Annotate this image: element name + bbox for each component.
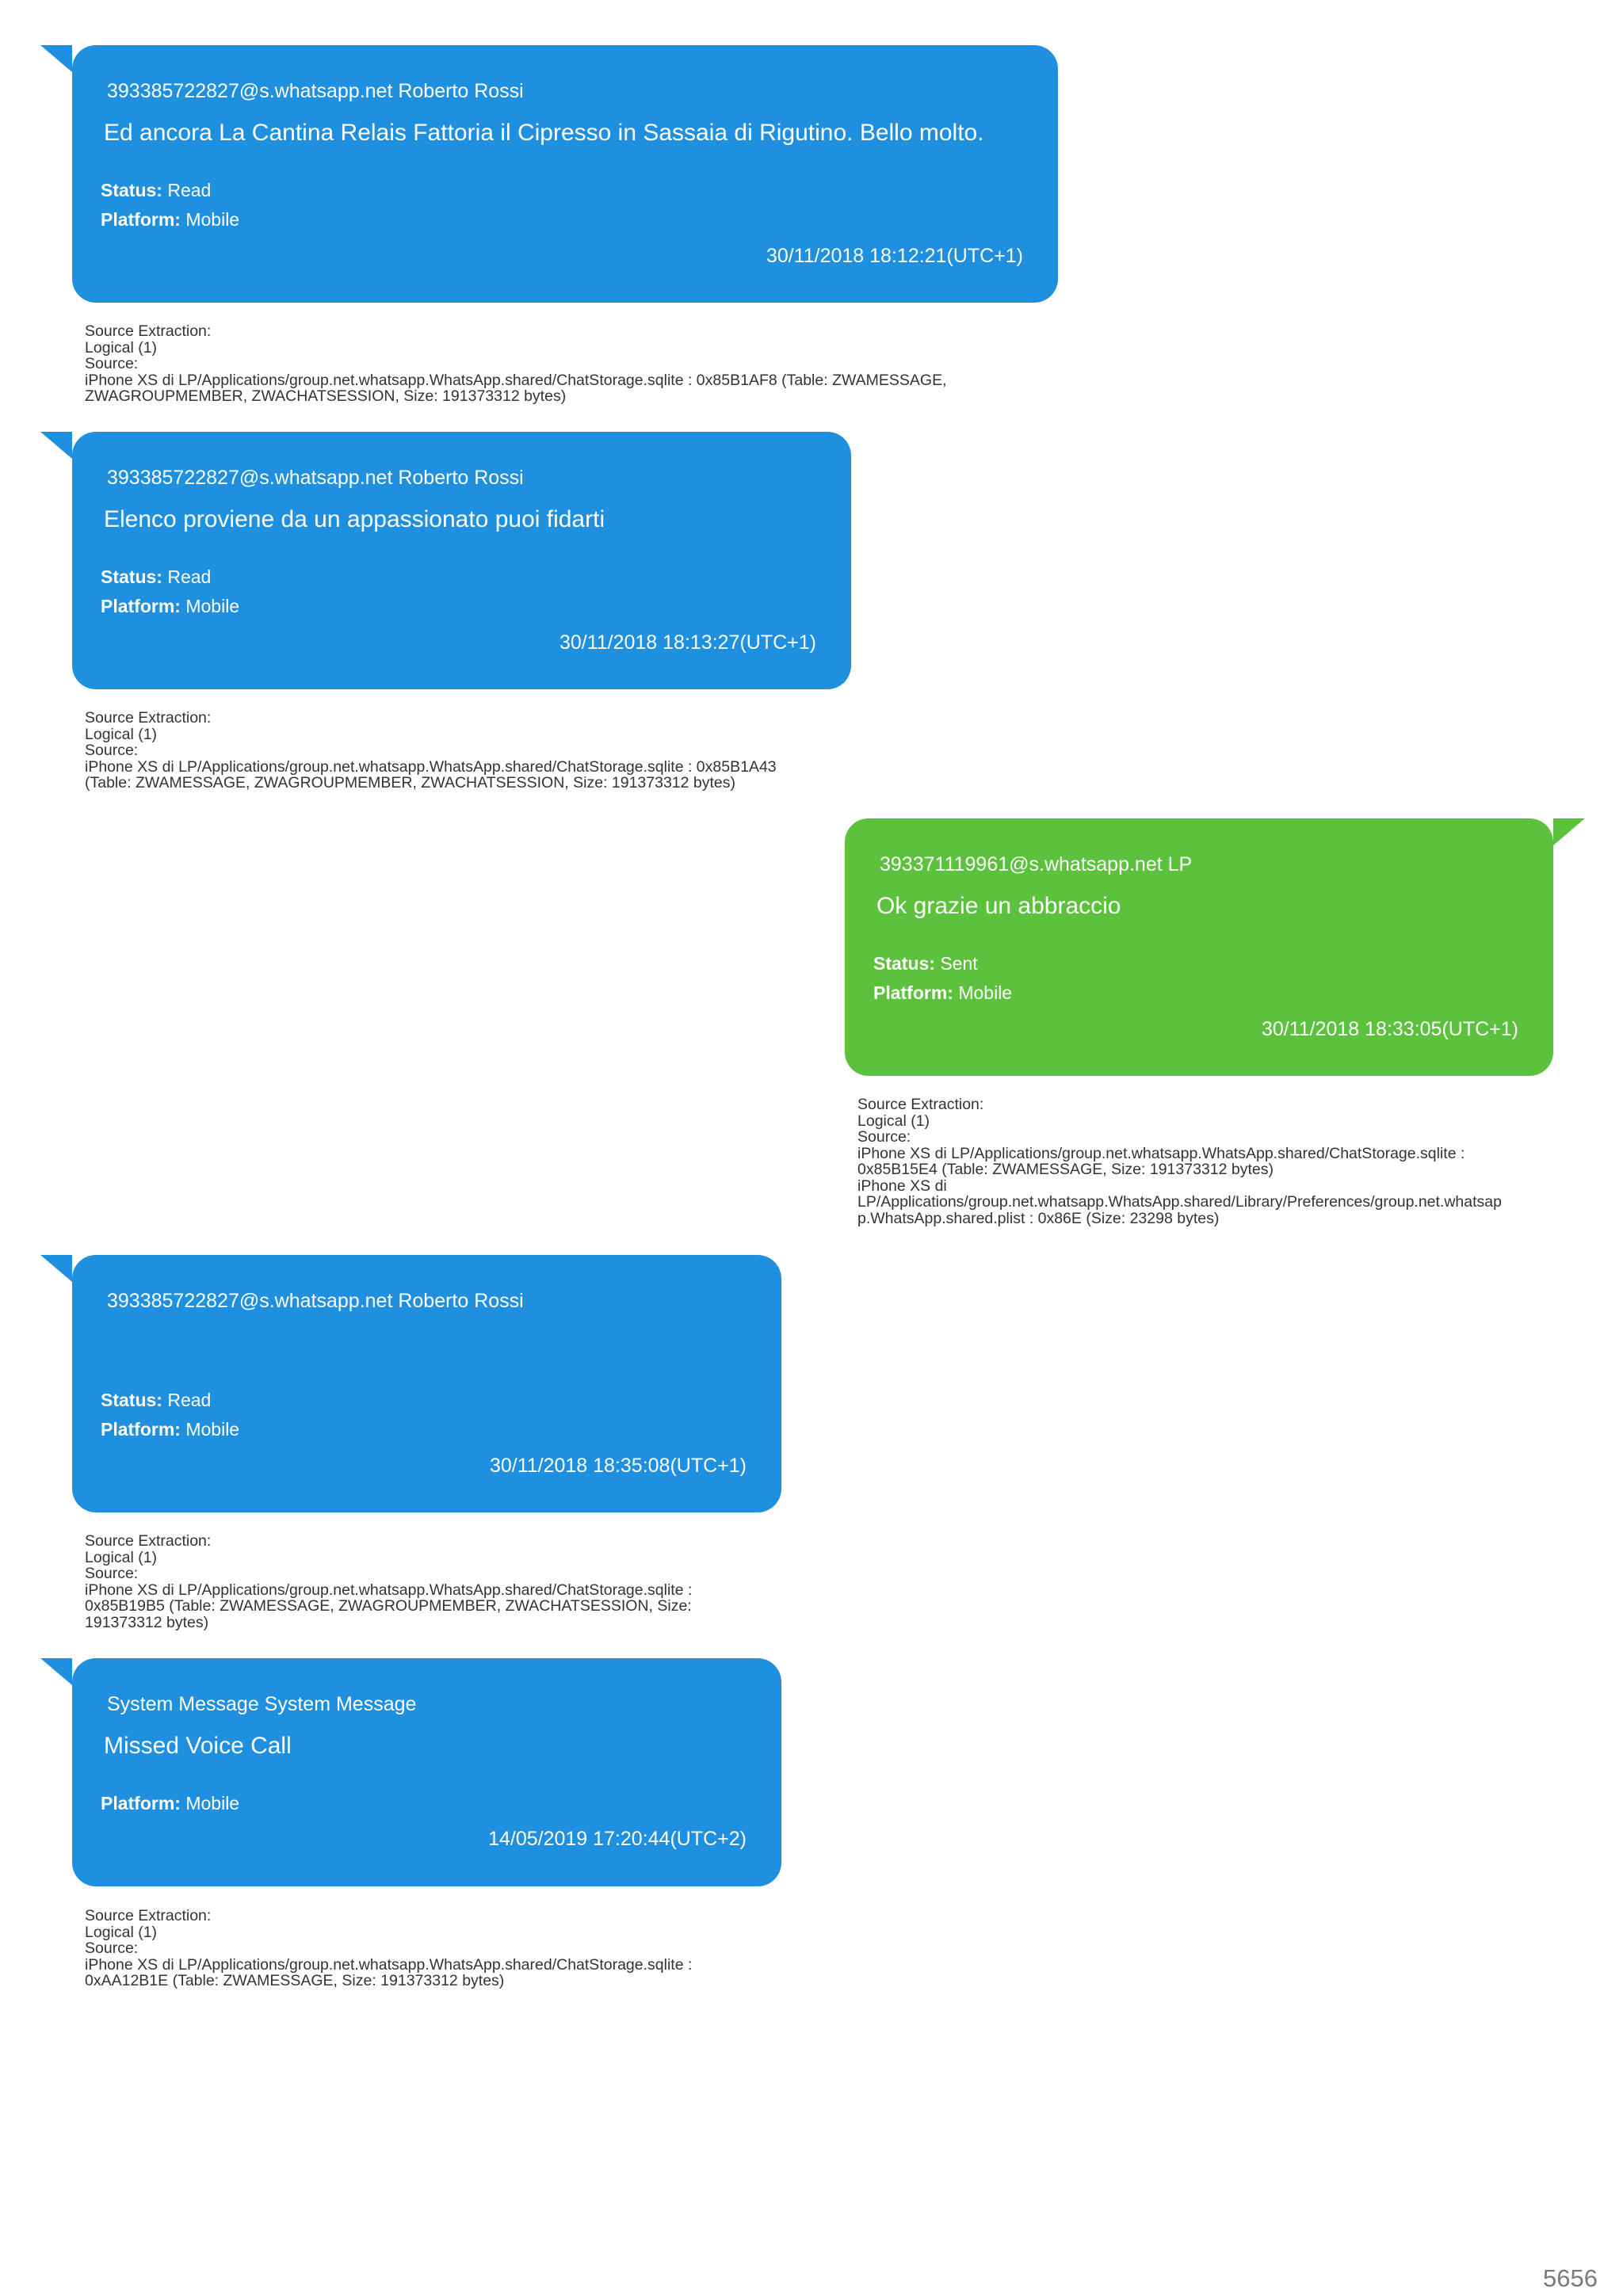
source-label: Source:: [857, 1128, 911, 1146]
status-label: Status:: [873, 953, 935, 974]
message-sender: 393385722827@s.whatsapp.net Roberto Rossi: [107, 80, 524, 102]
source-line: 0xAA12B1E (Table: ZWAMESSAGE, Size: 191373312 bytes): [85, 1972, 505, 1989]
status-label: Status:: [101, 1390, 162, 1410]
source-extraction-value: Logical (1): [85, 1548, 158, 1566]
source-line: iPhone XS di LP/Applications/group.net.whatsapp.WhatsApp.shared/ChatStorage.sqlite : 0x85B1A43: [85, 757, 777, 776]
bubble-tail: [40, 1255, 72, 1282]
source-line: ZWAGROUPMEMBER, ZWACHATSESSION, Size: 191373312 bytes): [85, 387, 567, 405]
source-line: iPhone XS di LP/Applications/group.net.whatsapp.WhatsApp.shared/ChatStorage.sqlite :: [85, 1955, 693, 1974]
message-bubble: [72, 1255, 781, 1512]
source-extraction-value: Logical (1): [85, 725, 158, 743]
platform-value: Mobile: [185, 1419, 240, 1440]
bubble-tail: [40, 1658, 72, 1685]
source-line: LP/Applications/group.net.whatsapp.WhatsApp.shared/Library/Preferences/group.net.whatsap: [857, 1193, 1502, 1211]
platform-label: Platform:: [101, 596, 181, 616]
status-value: Read: [167, 1390, 212, 1410]
bubble-tail: [40, 432, 72, 459]
source-info: [85, 710, 777, 791]
message-timestamp: 30/11/2018 18:33:05(UTC+1): [1261, 1018, 1518, 1040]
platform-row: [101, 1419, 239, 1440]
source-extraction-value: Logical (1): [857, 1112, 930, 1130]
message-body: Ok grazie un abbraccio: [876, 893, 1121, 919]
source-label: Source:: [85, 742, 139, 759]
source-line: p.WhatsApp.shared.plist : 0x86E (Size: 23298 bytes): [857, 1209, 1220, 1227]
platform-value: Mobile: [185, 596, 240, 616]
source-info: [85, 323, 947, 405]
status-row: [873, 953, 978, 974]
message-timestamp: 30/11/2018 18:13:27(UTC+1): [559, 631, 816, 654]
source-info: [85, 1908, 692, 1989]
source-line: iPhone XS di LP/Applications/group.net.whatsapp.WhatsApp.shared/ChatStorage.sqlite :: [857, 1144, 1465, 1162]
source-extraction-label: Source Extraction:: [85, 709, 212, 727]
message-timestamp: 30/11/2018 18:35:08(UTC+1): [489, 1455, 747, 1477]
platform-label: Platform:: [101, 1793, 181, 1814]
status-label: Status:: [101, 180, 162, 200]
source-extraction-label: Source Extraction:: [85, 1532, 212, 1550]
message-bubble: [72, 1658, 781, 1886]
message-timestamp: 30/11/2018 18:12:21(UTC+1): [766, 245, 1023, 267]
source-line: 191373312 bytes): [85, 1613, 209, 1631]
message-body: Ed ancora La Cantina Relais Fattoria il Cipresso in Sassaia di Rigutino. Bello molto.: [104, 120, 984, 146]
source-line: 0x85B19B5 (Table: ZWAMESSAGE, ZWAGROUPMEMBER, ZWACHATSESSION, Size:: [85, 1597, 692, 1615]
source-label: Source:: [85, 1565, 139, 1582]
status-row: [101, 1390, 211, 1411]
message-bubble: [72, 432, 851, 689]
message-bubble: [845, 818, 1553, 1076]
source-label: Source:: [85, 1939, 139, 1957]
status-value: Read: [167, 180, 212, 200]
platform-value: Mobile: [185, 1793, 240, 1814]
message-sender: 393371119961@s.whatsapp.net LP: [880, 853, 1193, 875]
source-info: [85, 1533, 692, 1630]
source-line: 0x85B15E4 (Table: ZWAMESSAGE, Size: 191373312 bytes): [857, 1161, 1274, 1178]
platform-row: [101, 209, 239, 231]
source-extraction-value: Logical (1): [85, 1923, 158, 1941]
platform-label: Platform:: [101, 209, 181, 230]
source-extraction-label: Source Extraction:: [857, 1096, 984, 1113]
bubble-tail: [1553, 818, 1585, 845]
page-number: 5656: [1543, 2264, 1598, 2292]
source-line: iPhone XS di LP/Applications/group.net.whatsapp.WhatsApp.shared/ChatStorage.sqlite : 0x85B1AF8 (Table: ZWAMESSAGE,: [85, 371, 947, 389]
platform-label: Platform:: [101, 1419, 181, 1440]
platform-row: [101, 596, 239, 617]
message-sender: 393385722827@s.whatsapp.net Roberto Rossi: [107, 1290, 524, 1312]
platform-row: [101, 1793, 239, 1814]
platform-value: Mobile: [958, 982, 1013, 1003]
message-timestamp: 14/05/2019 17:20:44(UTC+2): [488, 1828, 747, 1850]
platform-label: Platform:: [873, 982, 953, 1003]
message-sender: System Message System Message: [107, 1693, 417, 1715]
message-body: Elenco proviene da un appassionato puoi fidarti: [104, 506, 605, 532]
status-row: [101, 180, 211, 201]
source-label: Source:: [85, 355, 139, 372]
source-line: iPhone XS di LP/Applications/group.net.whatsapp.WhatsApp.shared/ChatStorage.sqlite :: [85, 1581, 693, 1599]
source-extraction-label: Source Extraction:: [85, 322, 212, 340]
bubble-tail: [40, 45, 72, 72]
message-sender: 393385722827@s.whatsapp.net Roberto Rossi: [107, 467, 524, 489]
status-row: [101, 566, 211, 588]
source-extraction-value: Logical (1): [85, 338, 158, 357]
source-extraction-label: Source Extraction:: [85, 1907, 212, 1924]
status-value: Read: [167, 566, 212, 587]
message-body: Missed Voice Call: [104, 1733, 292, 1759]
status-label: Status:: [101, 566, 162, 587]
source-line: iPhone XS di: [857, 1177, 947, 1195]
source-info: [857, 1097, 1502, 1226]
message-bubble: [72, 45, 1058, 303]
status-value: Sent: [940, 953, 978, 974]
source-line: (Table: ZWAMESSAGE, ZWAGROUPMEMBER, ZWACHATSESSION, Size: 191373312 bytes): [85, 774, 736, 791]
platform-value: Mobile: [185, 209, 240, 230]
platform-row: [873, 982, 1012, 1004]
